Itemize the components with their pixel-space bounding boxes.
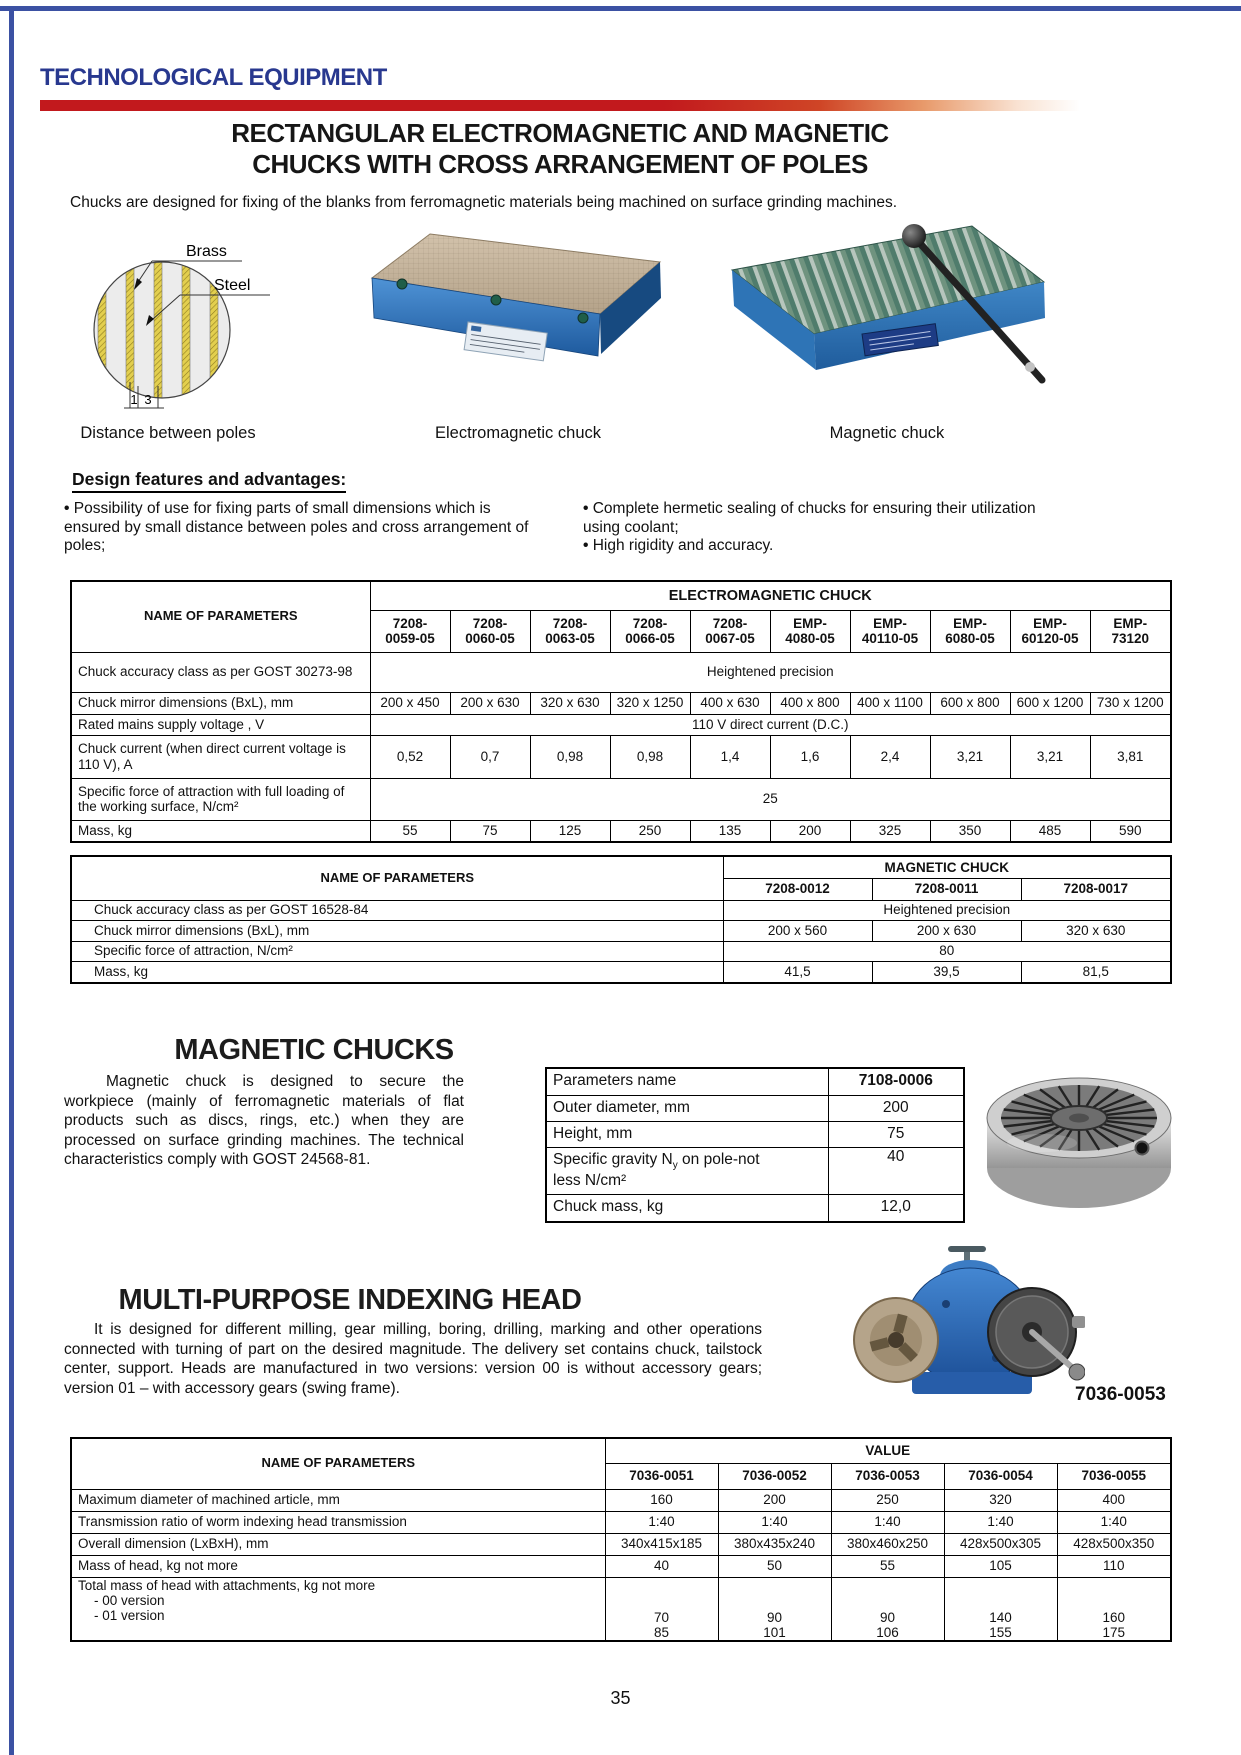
value-cell: 200 x 630 <box>450 692 530 714</box>
value-cell: 55 <box>831 1555 944 1577</box>
section-title-line2: CHUCKS WITH CROSS ARRANGEMENT OF POLES <box>252 149 868 179</box>
value-cell: 1:40 <box>718 1511 831 1533</box>
page-frame-left <box>9 6 14 1755</box>
model-header-cell: EMP- 60120-05 <box>1010 610 1090 652</box>
value-cell: 50 <box>718 1555 831 1577</box>
value-cell: 75 <box>450 820 530 842</box>
design-bullets-left <box>64 500 539 556</box>
value-cell: 200 x 450 <box>370 692 450 714</box>
param-label-cell: Parameters name <box>546 1068 828 1095</box>
value-cell: 200 <box>770 820 850 842</box>
param-label-cell: Maximum diameter of machined article, mm <box>71 1489 605 1511</box>
value-cell: 730 x 1200 <box>1090 692 1171 714</box>
header-rule <box>40 100 1080 111</box>
value-cell: 105 <box>944 1555 1057 1577</box>
value-cell: 380x460x250 <box>831 1533 944 1555</box>
param-label-cell: Mass, kg <box>71 961 723 983</box>
value-cell: 400 x 1100 <box>850 692 930 714</box>
value-cell: 250 <box>831 1489 944 1511</box>
indexing-head-table <box>70 1437 1172 1642</box>
value-cell: 600 x 1200 <box>1010 692 1090 714</box>
model-header-cell: 7036-0055 <box>1057 1463 1171 1489</box>
group-header-cell: MAGNETIC CHUCK <box>723 856 1171 878</box>
value-cell: 3,81 <box>1090 735 1171 778</box>
model-header-cell: 7208- 0066-05 <box>610 610 690 652</box>
value-cell: 135 <box>690 820 770 842</box>
value-cell: 1,6 <box>770 735 850 778</box>
value-cell: 400 x 800 <box>770 692 850 714</box>
value-cell: 41,5 <box>723 961 872 983</box>
page-header: TECHNOLOGICAL EQUIPMENT <box>40 64 387 91</box>
param-label-cell: Overall dimension (LxBxH), mm <box>71 1533 605 1555</box>
value-cell: 40 <box>605 1555 718 1577</box>
value-cell: Heightened precision <box>723 900 1171 920</box>
value-cell: 125 <box>530 820 610 842</box>
model-header-cell: 7208- 0063-05 <box>530 610 610 652</box>
model-header-cell: EMP- 4080-05 <box>770 610 850 652</box>
design-bullet: • High rigidity and accuracy. <box>583 537 1063 556</box>
value-cell: 0,7 <box>450 735 530 778</box>
model-header-cell: 7208-0011 <box>872 878 1021 900</box>
magnetic-chuck-table <box>70 855 1172 984</box>
value-cell: 320 x 630 <box>530 692 610 714</box>
value-cell: 320 x 1250 <box>610 692 690 714</box>
indexing-head-heading: MULTI-PURPOSE INDEXING HEAD <box>118 1284 582 1316</box>
model-header-cell: 7208- 0067-05 <box>690 610 770 652</box>
value-cell: 1:40 <box>944 1511 1057 1533</box>
brass-label: Brass <box>186 243 227 260</box>
value-cell: 2,4 <box>850 735 930 778</box>
value-cell: 110 V direct current (D.C.) <box>370 714 1171 735</box>
handle-ball <box>902 224 926 248</box>
magnetic-chucks-heading: MAGNETIC CHUCKS <box>174 1034 454 1066</box>
model-header-cell: 7036-0053 <box>831 1463 944 1489</box>
param-header-cell: NAME OF PARAMETERS <box>71 581 370 652</box>
pole-gap-dim-small: 1 <box>130 392 138 407</box>
page-number: 35 <box>610 1688 631 1708</box>
value-cell: 39,5 <box>872 961 1021 983</box>
indexing-head-paragraph: It is designed for different milling, gear milling, boring, drilling, marking and other operations connected with turning of part on the desired magnitude. The delivery set contains chuck, tailstock center, support. Heads are manufactured in two versions: version 00 is without accessory gears; version 01 – with accessory gears (swing frame). <box>64 1321 762 1397</box>
section-title-line1: RECTANGULAR ELECTROMAGNETIC AND MAGNETIC <box>231 118 889 148</box>
value-cell: 485 <box>1010 820 1090 842</box>
param-label-cell: Mass of head, kg not more <box>71 1555 605 1577</box>
value-cell: 40 <box>828 1147 964 1194</box>
value-cell: Heightened precision <box>370 652 1171 692</box>
value-cell: 200 x 560 <box>723 920 872 941</box>
value-cell: 250 <box>610 820 690 842</box>
model-header-cell: 7208- 0060-05 <box>450 610 530 652</box>
value-cell: 428x500x305 <box>944 1533 1057 1555</box>
param-label-cell: Rated mains supply voltage , V <box>71 714 370 735</box>
param-label-cell: Chuck mass, kg <box>546 1194 828 1222</box>
value-cell: 200 <box>718 1489 831 1511</box>
value-cell: 340x415x185 <box>605 1533 718 1555</box>
param-header-cell: NAME OF PARAMETERS <box>71 1438 605 1489</box>
param-label-cell: Specific force of attraction with full loading of the working surface, N/cm² <box>71 778 370 820</box>
param-header-cell: NAME OF PARAMETERS <box>71 856 723 900</box>
distance-between-poles-diagram <box>90 232 315 417</box>
magnetic-chucks-paragraph: Magnetic chuck is designed to secure the workpiece (mainly of ferromagnetic materials of flat products such as discs, rings, etc.) when they are processed on surface grinding machines. The technical characteristics comply with GOST 24568-81. <box>64 1073 464 1168</box>
value-cell: 90 101 <box>718 1577 831 1641</box>
value-cell: 160 175 <box>1057 1577 1171 1641</box>
value-cell: 55 <box>370 820 450 842</box>
value-cell: 75 <box>828 1121 964 1147</box>
model-header-cell: 7036-0054 <box>944 1463 1057 1489</box>
magnetic-chuck-photo <box>712 212 1057 407</box>
value-cell: 590 <box>1090 820 1171 842</box>
group-header-cell: ELECTROMAGNETIC CHUCK <box>370 581 1171 610</box>
pole-gap-dim-large: 3 <box>144 392 152 407</box>
intro-text: Chucks are designed for fixing of the blanks from ferromagnetic materials being machined on surface grinding machines. <box>70 194 898 211</box>
param-label-cell: Specific force of attraction, N/cm² <box>71 941 723 961</box>
round-chuck-table <box>545 1067 965 1223</box>
value-cell: 0,98 <box>610 735 690 778</box>
value-cell: 320 <box>944 1489 1057 1511</box>
value-cell: 160 <box>605 1489 718 1511</box>
model-header-cell: EMP- 40110-05 <box>850 610 930 652</box>
value-cell: 400 <box>1057 1489 1171 1511</box>
value-cell: 325 <box>850 820 930 842</box>
param-label-cell: Chuck accuracy class as per GOST 30273-98 <box>71 652 370 692</box>
value-cell: 3,21 <box>1010 735 1090 778</box>
indexing-head-model-label: 7036-0053 <box>1075 1384 1166 1405</box>
value-cell: 400 x 630 <box>690 692 770 714</box>
electromagnetic-chuck-photo <box>368 228 668 393</box>
param-label-cell: Height, mm <box>546 1121 828 1147</box>
model-header-cell: EMP- 6080-05 <box>930 610 1010 652</box>
value-cell: 70 85 <box>605 1577 718 1641</box>
value-cell: 428x500x350 <box>1057 1533 1171 1555</box>
value-cell: 320 x 630 <box>1021 920 1171 941</box>
value-cell: 110 <box>1057 1555 1171 1577</box>
param-label-cell: Chuck accuracy class as per GOST 16528-84 <box>71 900 723 920</box>
value-cell: 140 155 <box>944 1577 1057 1641</box>
model-header-cell: 7208-0017 <box>1021 878 1171 900</box>
value-cell: 200 <box>828 1095 964 1121</box>
caption-distance-between-poles: Distance between poles <box>80 424 256 442</box>
value-cell: 200 x 630 <box>872 920 1021 941</box>
model-header-cell: EMP- 73120 <box>1090 610 1171 652</box>
top-t-handle <box>948 1246 986 1252</box>
value-cell: 380x435x240 <box>718 1533 831 1555</box>
chuck-jaws <box>854 1298 938 1382</box>
design-bullet: • Complete hermetic sealing of chucks for ensuring their utilization using coolant; <box>583 500 1063 537</box>
steel-label: Steel <box>214 277 251 294</box>
param-label-cell: Outer diameter, mm <box>546 1095 828 1121</box>
value-cell: 3,21 <box>930 735 1010 778</box>
param-label-cell: Chuck current (when direct current voltage is 110 V), A <box>71 735 370 778</box>
model-header-cell: 7208-0012 <box>723 878 872 900</box>
value-cell: 1:40 <box>605 1511 718 1533</box>
value-cell: 12,0 <box>828 1194 964 1222</box>
param-label-cell: Mass, kg <box>71 820 370 842</box>
side-hole <box>1136 1142 1149 1155</box>
value-cell: 80 <box>723 941 1171 961</box>
section-title <box>40 118 1080 180</box>
model-header-cell: 7108-0006 <box>828 1068 964 1095</box>
value-cell: 0,98 <box>530 735 610 778</box>
param-label-cell: Transmission ratio of worm indexing head transmission <box>71 1511 605 1533</box>
caption-electromagnetic-chuck: Electromagnetic chuck <box>435 424 601 442</box>
page-frame-top <box>0 6 1241 11</box>
value-cell: 0,52 <box>370 735 450 778</box>
design-bullet: • Possibility of use for fixing parts of small dimensions which is ensured by small distance between poles and cross arrangement of poles; <box>64 500 539 556</box>
design-features-heading: Design features and advantages: <box>72 469 346 493</box>
value-cell: 1:40 <box>831 1511 944 1533</box>
param-label-cell: Chuck mirror dimensions (BxL), mm <box>71 692 370 714</box>
value-cell: 1,4 <box>690 735 770 778</box>
value-cell: 90 106 <box>831 1577 944 1641</box>
value-cell: 600 x 800 <box>930 692 1010 714</box>
electromagnetic-chuck-table <box>70 580 1172 843</box>
value-cell: 1:40 <box>1057 1511 1171 1533</box>
value-cell: 81,5 <box>1021 961 1171 983</box>
indexing-head-photo <box>850 1246 1085 1406</box>
group-header-cell: VALUE <box>605 1438 1171 1463</box>
param-label-cell: Specific gravity $N_y$ on pole-not less N/cm² <box>546 1147 828 1194</box>
model-header-cell: 7036-0052 <box>718 1463 831 1489</box>
model-header-cell: 7208- 0059-05 <box>370 610 450 652</box>
param-label-cell: Chuck mirror dimensions (BxL), mm <box>71 920 723 941</box>
value-cell: 25 <box>370 778 1171 820</box>
caption-magnetic-chuck: Magnetic chuck <box>829 424 945 442</box>
design-bullets-right <box>583 500 1063 556</box>
param-label-cell: Total mass of head with attachments, kg not more - 00 version - 01 version <box>71 1577 605 1641</box>
model-header-cell: 7036-0051 <box>605 1463 718 1489</box>
value-cell: 350 <box>930 820 1010 842</box>
round-magnetic-chuck-photo <box>982 1048 1177 1218</box>
